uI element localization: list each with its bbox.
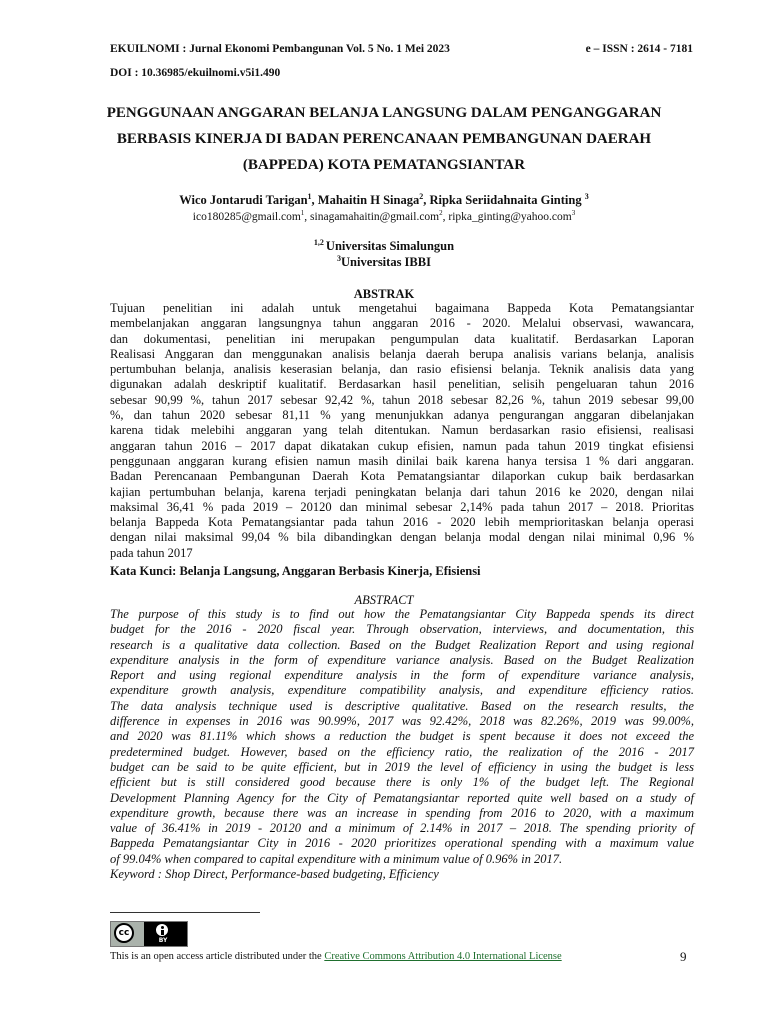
cc-icon: cc	[114, 923, 134, 943]
author-separator: ,	[311, 193, 318, 208]
email-superscript: 3	[571, 209, 576, 217]
affiliation-name: Universitas IBBI	[341, 255, 431, 270]
email: ico180285@gmail.com	[192, 210, 301, 223]
issn: e – ISSN : 2614 - 7181	[585, 43, 693, 55]
abstrak-body	[110, 301, 694, 561]
license-statement	[110, 951, 562, 962]
abstrak-line: Realisasi Anggaran dan menggunakan analisis belanja daerah berupa analisis varians belanja, analisis	[110, 346, 694, 361]
by-label: BY	[158, 937, 168, 944]
abstrak-line: dengan nilai maksimal 99,04 % bila dibandingkan dengan belanja modal dengan nilai minimal 0,96 %	[110, 530, 694, 545]
abstrak-heading: ABSTRAK	[353, 287, 415, 301]
email: , sinagamahaitin@gmail.com	[304, 210, 440, 223]
doi: DOI : 10.36985/ekuilnomi.v5i1.490	[110, 67, 281, 79]
abstract-line: Bappeda Pematangsiantar City in 2016 - 2020 prioritizes operational spending with a maximum value	[110, 836, 694, 851]
page-number: 9	[680, 949, 687, 964]
abstract-heading: ABSTRACT	[354, 593, 414, 607]
abstract-line: value of 36.41% in 2019 - 20120 and a minimum of 2.14% in 2017 – 2018. The spending priority of	[110, 821, 694, 836]
abstrak-line: kajian pertumbuhan belanja, karena terjadi peningkatan belanja dari tahun 2016 ke 2020, dengan nilai	[110, 484, 694, 499]
cc-by-license-badge[interactable]	[110, 921, 188, 947]
abstract-line: expenditure growth, because there was an increase in spending from 2016 to 2020, with a maximum	[110, 805, 694, 820]
person-head	[161, 926, 164, 929]
author-superscript: 2	[419, 192, 424, 201]
paper-title	[100, 100, 668, 178]
cc-badge-left-panel	[111, 922, 144, 946]
affiliation-name: Universitas Simalungun	[325, 239, 455, 254]
abstract-line: efficient but is still considered good because there is only 1% of the budget left. The Regional	[110, 775, 694, 790]
email: , ripka_ginting@yahoo.com	[442, 210, 572, 223]
abstract-line: predetermined budget. However, based on the efficiency ratio, the realization of the 2016 - 2017	[110, 744, 694, 759]
abstract-body	[110, 607, 694, 882]
abstract-line: Keyword : Shop Direct, Performance-based budgeting, Efficiency	[110, 867, 439, 882]
abstrak-line: pertumbuhan belanja, analisis keserasian belanja, dan rasio efisiensi belanja. Teknik analisis data yang	[110, 362, 694, 377]
abstrak-line: belanja Bappeda Kota Pematangsiantar pada tahun 2016 - 2020 lebih memprioritaskan belanja operasi	[110, 515, 694, 530]
email-superscript: 2	[439, 209, 443, 217]
author-separator: ,	[423, 193, 430, 208]
affiliation-superscript: 1,2	[313, 238, 326, 247]
author-list	[100, 192, 668, 208]
attribution-person-icon	[155, 923, 169, 937]
abstrak-line: penggunaan anggaran kurang efisien namun masih dinilai baik karena hanya tersisa 1 % dari anggaran.	[110, 453, 694, 468]
kata-kunci: Kata Kunci: Belanja Langsung, Anggaran Berbasis Kinerja, Efisiensi	[110, 564, 481, 578]
abstract-line: The data analysis technique used is descriptive qualitative. Based on the research results, the	[110, 698, 694, 713]
journal-name: EKUILNOMI : Jurnal Ekonomi Pembangunan Vol. 5 No. 1 Mei 2023	[110, 43, 450, 55]
abstract-line: difference in expenses in 2016 was 90.99%, 2017 was 92.42%, 2018 was 82.26%, 2019 was 99.00%,	[110, 714, 694, 729]
abstract-line: budget can be said to be quite efficient, but in 2019 the level of efficiency in using the budget is less	[110, 759, 694, 774]
affiliation-2	[100, 254, 668, 270]
footer-divider	[110, 912, 260, 913]
abstrak-line: sebesar 90,99 %, tahun 2017 sebesar 92,42 %, tahun 2018 sebesar 82,26 %, tahun 2019 sebesar 99,00	[110, 392, 694, 407]
abstract-line: research is a qualitative data collection. Based on the Budget Realization Report and using regional	[110, 637, 694, 652]
abstract-line: Development Planning Agency for the City of Pematangsiantar reported quite well based on a study of	[110, 790, 694, 805]
abstract-line: and 2020 was 81.11% which shows a reduction the budget is spent because it does not exceed the	[110, 729, 694, 744]
license-prefix: This is an open access article distributed under the	[110, 951, 325, 962]
abstract-line: expenditure growth analysis, expenditure compatibility analysis, and expenditure efficiency ratios.	[110, 683, 694, 698]
abstrak-line: Badan Perencanaan Pembangunan Daerah Kota Pematangsiantar dilaporkan cukup baik berdasarkan	[110, 469, 694, 484]
author-name: Mahaitin H Sinaga	[317, 193, 420, 208]
author-superscript: 3	[584, 192, 589, 201]
title-line: (BAPPEDA) KOTA PEMATANGSIANTAR	[242, 157, 526, 173]
person-body	[161, 930, 164, 935]
abstrak-line: maksimal 36,41 % pada 2019 – 20120 dan minimal sebesar 2,14% pada tahun 2017 – 2018. Prioritas	[110, 499, 694, 514]
abstrak-line: %, dan tahun 2020 sebesar 81,11 % yang menunjukkan adanya pengurangan anggaran dibelanjakan	[110, 408, 694, 423]
title-line: BERBASIS KINERJA DI BADAN PERENCANAAN PEMBANGUNAN DAERAH	[116, 131, 652, 147]
abstract-line: budget for the 2016 - 2020 fiscal year. Through observation, interviews, and documentation, this	[110, 622, 694, 637]
author-superscript: 1	[307, 192, 312, 201]
abstrak-line: karena tidak melebihi anggaran yang telah ditentukan. Namun berdasarkan rasio efisiensi, realisasi	[110, 423, 694, 438]
abstract-line: expenditure analysis in the form of expenditure variance analysis. Based on the Budget Realization	[110, 652, 694, 667]
abstract-line: The purpose of this study is to find out how the Pematangsiantar City Bappeda spends its direct	[110, 607, 694, 621]
abstrak-line: dan dokumentasi, penelitian ini merupakan pengumpulan data kualitatif. Berdasarkan Laporan	[110, 331, 694, 346]
abstrak-line: Tujuan penelitian ini adalah untuk mengetahui bagaimana Bappeda Kota Pematangsiantar	[110, 301, 694, 315]
abstract-line: of 99.04% when compared to capital expenditure with a minimum value of 0.96% in 2017.	[110, 851, 563, 866]
title-line: PENGGUNAAN ANGGARAN BELANJA LANGSUNG DALAM PENGANGGARAN	[106, 105, 662, 121]
abstrak-line: anggaran tahun 2016 – 2017 dapat dikatakan cukup efisien, namun pada tahun 2019 tingkat efisiensi	[110, 438, 694, 453]
abstrak-line: pada tahun 2017	[110, 545, 193, 560]
author-name: Wico Jontarudi Tarigan	[179, 193, 308, 208]
author-emails	[100, 209, 668, 223]
author-name: Ripka Seriidahnaita Ginting	[429, 193, 585, 208]
affiliation-superscript: 3	[337, 254, 342, 263]
abstract-line: Report and using regional expenditure analysis in the form of expenditure variance analysis,	[110, 668, 694, 683]
abstrak-line: digunakan adalah deskriptif kualitatif. Berdasarkan hasil penelitian, selisih pengeluaran tahun 2016	[110, 377, 694, 392]
email-superscript: 1	[300, 209, 305, 217]
affiliation-1	[100, 238, 668, 254]
abstrak-line: membelanjakan anggaran langsungnya tahun anggaran 2016 - 2020. Melalui observasi, wawancara,	[110, 316, 694, 331]
license-link[interactable]: Creative Commons Attribution 4.0 International License	[324, 951, 562, 962]
